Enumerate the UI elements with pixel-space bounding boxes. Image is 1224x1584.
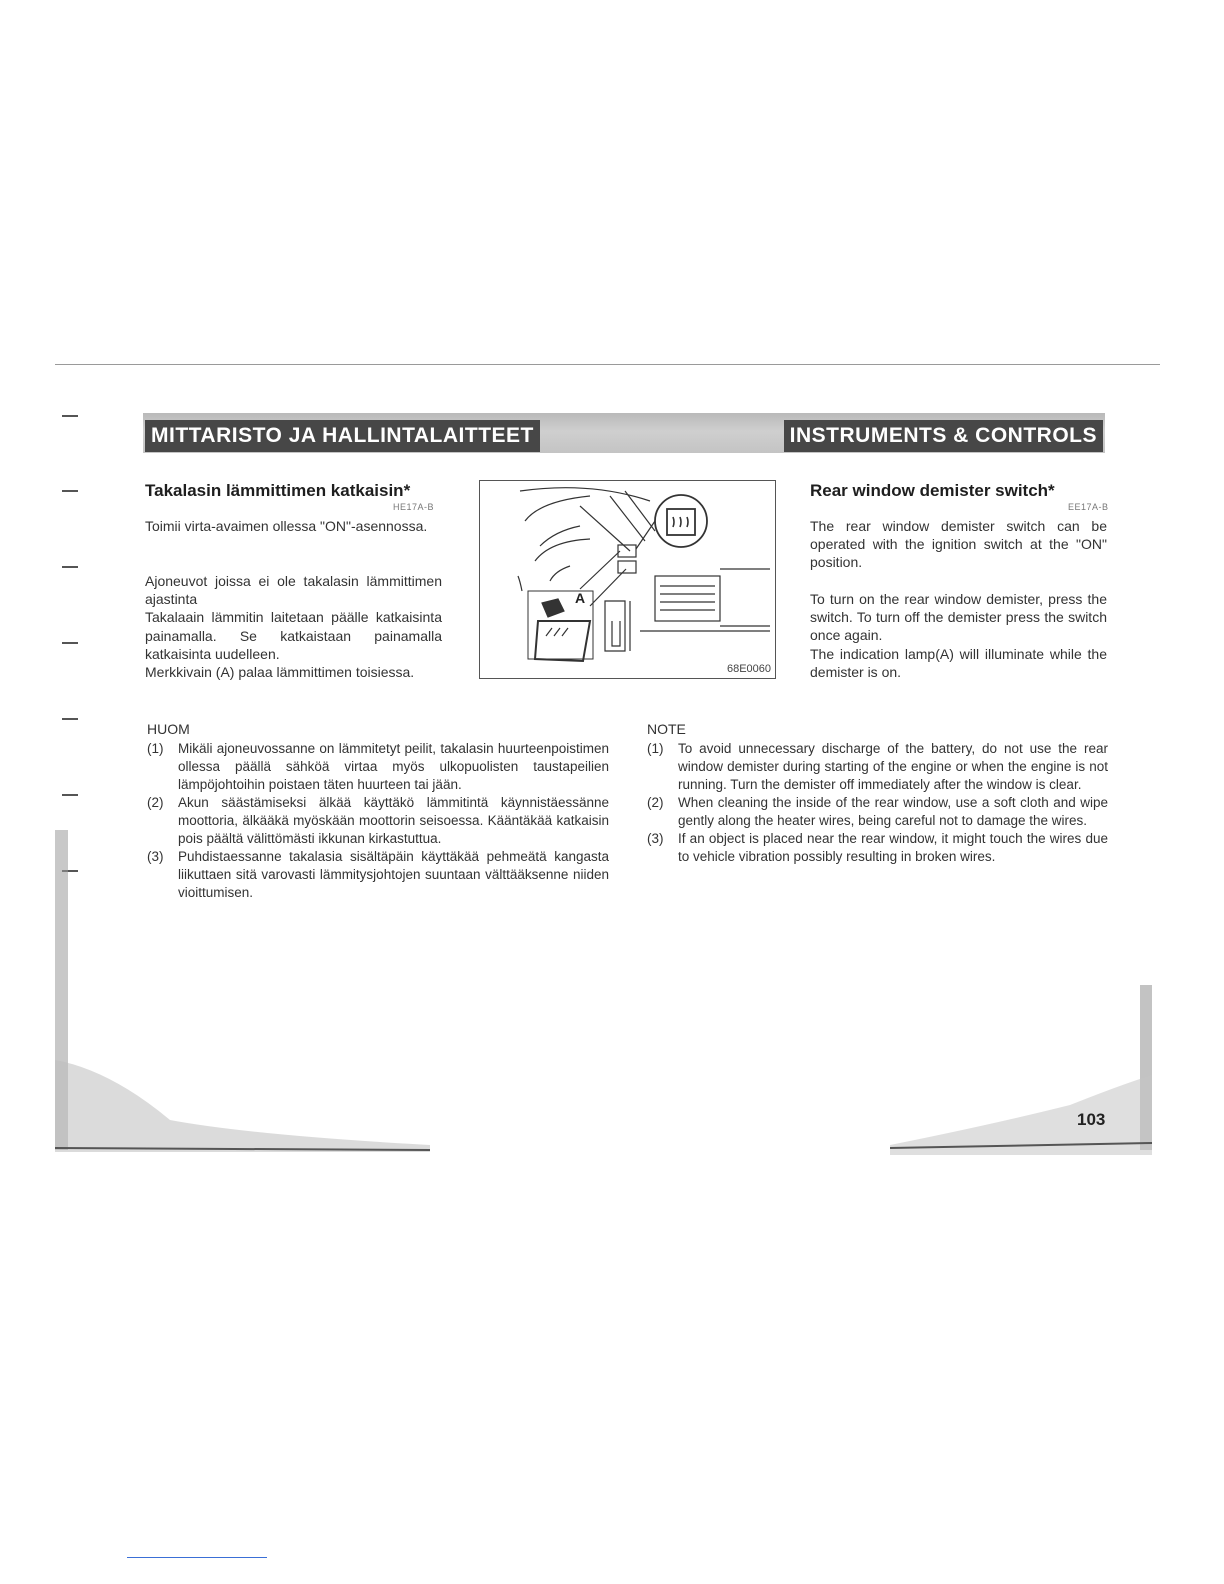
note-text: Puhdistaessanne takalasia sisältäpäin käyttäkää pehmeätä kangasta liikuttaen sitä varovasti lämmitysjohtojen suuntaan välttääksenne niiden vioittumisen. [178, 849, 609, 900]
finnish-code: HE17A-B [393, 502, 435, 512]
margin-mark [62, 718, 78, 720]
note-number: (1) [647, 741, 664, 756]
note-text: Mikäli ajoneuvossanne on lämmitetyt peilit, takalasin huurteenpoistimen ollessa päällä sähköä virtaa myös ulkopuolisten taustapeilien lämpöjohtoihin poistaen täten huurteen tai jään. [178, 741, 609, 792]
note-text: If an object is placed near the rear window, it might touch the wires due to vehicle vibration possibly resulting in broken wires. [678, 831, 1108, 864]
section-title-finnish: MITTARISTO JA HALLINTALAITTEET [145, 420, 540, 452]
english-notes [647, 740, 1108, 866]
note-item [647, 794, 1108, 830]
margin-mark [62, 642, 78, 644]
note-text: To avoid unnecessary discharge of the battery, do not use the rear window demister during starting of the engine or when the engine is not running. Turn the demister off immediately after the window is clear. [678, 741, 1108, 792]
top-rule [55, 364, 1160, 365]
margin-mark [62, 490, 78, 492]
note-number: (1) [147, 741, 164, 756]
english-body-line: To turn on the rear window demister, press the switch. To turn off the demister press the switch once again. [810, 591, 1107, 644]
finnish-note-heading: HUOM [147, 721, 190, 737]
scan-shadow-right [890, 985, 1165, 1160]
finnish-body-line: Takalaain lämmitin laitetaan päälle katkaisinta painamalla. Se katkaistaan painamalla katkaisinta uudelleen. [145, 609, 442, 662]
page-number: 103 [1077, 1110, 1106, 1129]
note-number: (2) [647, 795, 664, 810]
note-number: (3) [647, 831, 664, 846]
scan-artifact-line [127, 1557, 267, 1558]
english-body [810, 590, 1107, 681]
note-item [647, 830, 1108, 866]
figure-code: 68E0060 [726, 663, 771, 675]
finnish-body-line: Merkkivain (A) palaa lämmittimen toisiessa. [145, 664, 415, 681]
scan-shadow-left [50, 820, 450, 1160]
section-title-english: INSTRUMENTS & CONTROLS [784, 420, 1103, 452]
switch-illustration [479, 480, 776, 679]
note-text: Akun säästämiseksi älkää käyttäkö lämmitintä käynnistäessänne moottoria, älkääkä myöskään moottorin seisoessa. Kääntäkää katkaisin pois päältä välittömästi ikkunan kirkastuttua. [178, 795, 609, 846]
finnish-body [145, 572, 442, 681]
finnish-intro: Toimii virta-avaimen ollessa "ON"-asennossa. [145, 518, 428, 534]
margin-mark [62, 794, 78, 796]
margin-mark [62, 415, 78, 417]
english-code: EE17A-B [1068, 502, 1109, 512]
note-text: When cleaning the inside of the rear window, use a soft cloth and wipe gently along the heater wires, being careful not to damage the wires. [678, 795, 1108, 828]
english-intro: The rear window demister switch can be operated with the ignition switch at the "ON" position. [810, 518, 1107, 571]
figure-label-a: A [575, 590, 586, 606]
english-title: Rear window demister switch* [810, 481, 1055, 500]
note-item [647, 740, 1108, 794]
note-item [147, 740, 609, 794]
dashboard-drawing [480, 481, 775, 678]
finnish-body-line: Ajoneuvot joissa ei ole takalasin lämmittimen ajastinta [145, 573, 442, 608]
finnish-title: Takalasin lämmittimen katkaisin* [145, 481, 411, 500]
margin-mark [62, 566, 78, 568]
note-number: (3) [147, 849, 164, 864]
english-body-line: The indication lamp(A) will illuminate while the demister is on. [810, 645, 1107, 680]
note-number: (2) [147, 795, 164, 810]
english-note-heading: NOTE [647, 721, 686, 737]
